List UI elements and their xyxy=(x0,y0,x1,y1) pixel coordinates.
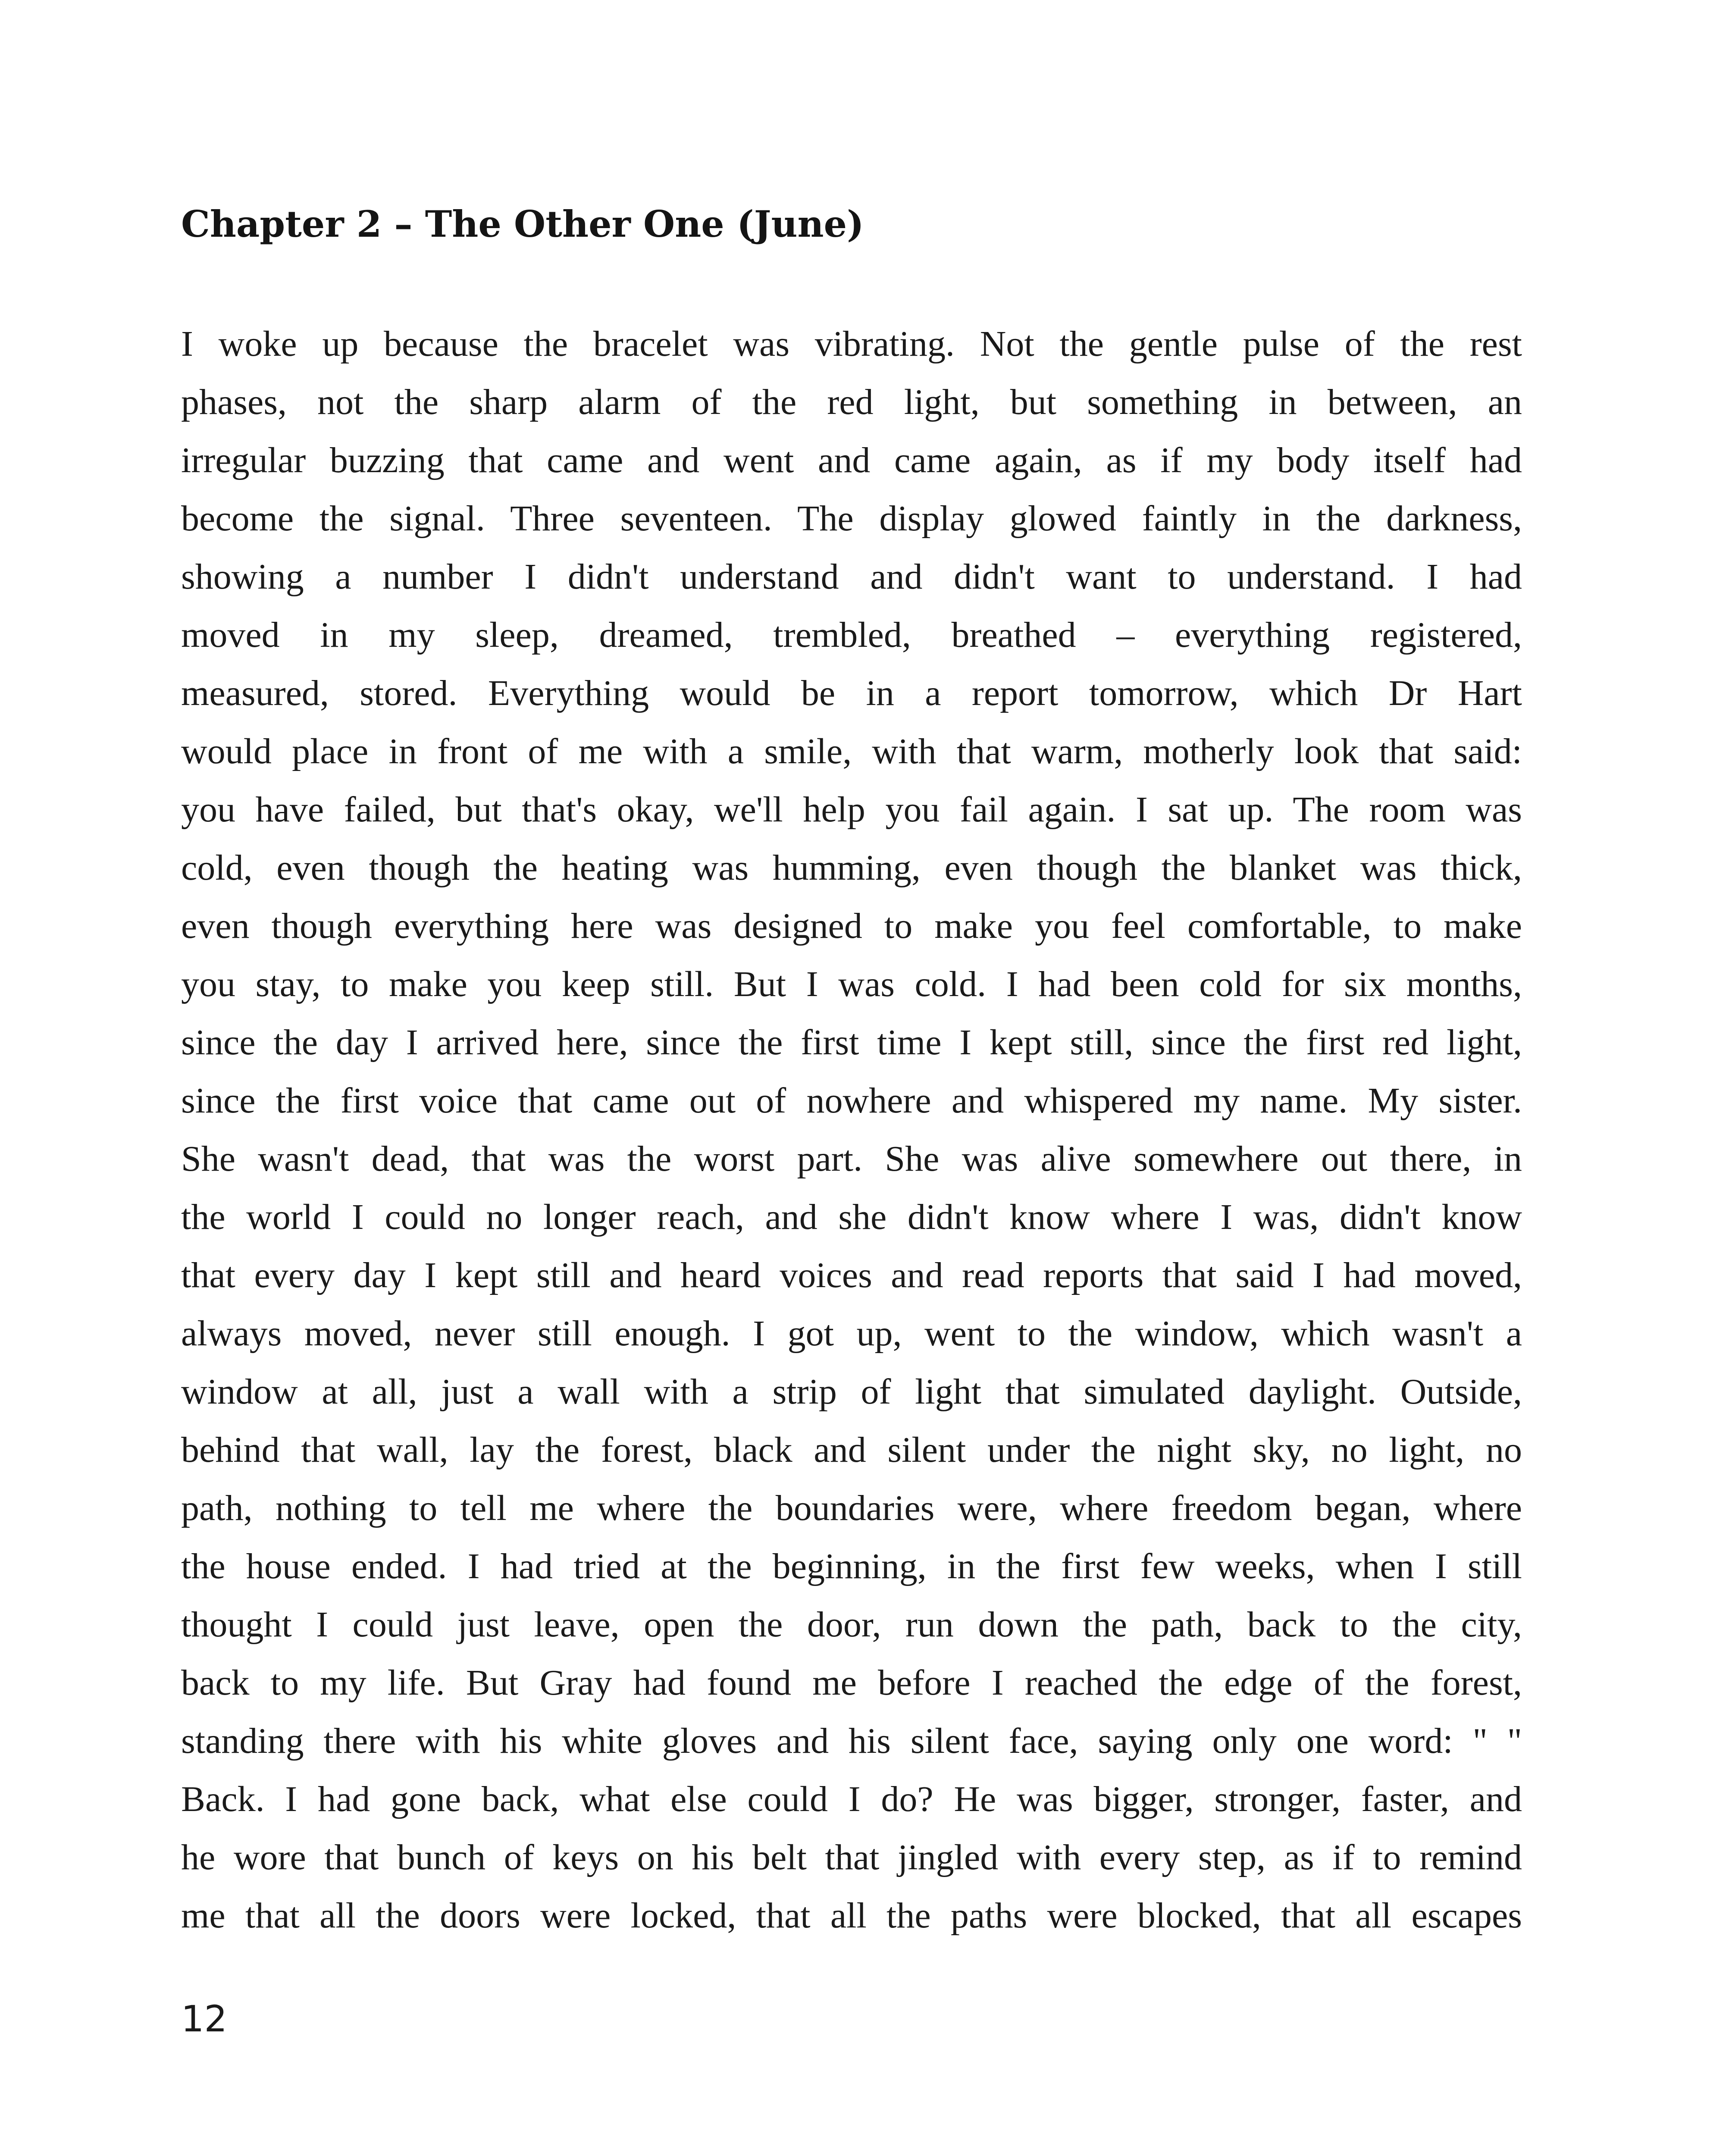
text-line: path, nothing to tell me where the boundaries were, where freedom began, where xyxy=(181,1488,1522,1528)
body-text xyxy=(181,315,1522,1945)
text-line: standing there with his white gloves and his silent face, saying only one word: " " xyxy=(181,1721,1522,1761)
text-line: since the day I arrived here, since the first time I kept still, since the first red light, xyxy=(181,1022,1522,1062)
text-line: window at all, just a wall with a strip of light that simulated daylight. Outside, xyxy=(181,1372,1522,1412)
text-line: irregular buzzing that came and went and came again, as if my body itself had xyxy=(181,440,1522,480)
chapter-title: Chapter 2 – The Other One (June) xyxy=(181,203,864,245)
text-line: would place in front of me with a smile, with that warm, motherly look that said: xyxy=(181,731,1522,771)
text-line: back to my life. But Gray had found me before I reached the edge of the forest, xyxy=(181,1663,1522,1703)
text-line: me that all the doors were locked, that all the paths were blocked, that all escapes xyxy=(181,1896,1522,1936)
text-line: the house ended. I had tried at the beginning, in the first few weeks, when I still xyxy=(181,1546,1522,1586)
text-line: I woke up because the bracelet was vibrating. Not the gentle pulse of the rest xyxy=(181,324,1522,364)
text-line: become the signal. Three seventeen. The display glowed faintly in the darkness, xyxy=(181,498,1522,539)
text-line: you have failed, but that's okay, we'll help you fail again. I sat up. The room was xyxy=(181,790,1522,830)
text-line: showing a number I didn't understand and didn't want to understand. I had xyxy=(181,557,1522,597)
text-line: measured, stored. Everything would be in a report tomorrow, which Dr Hart xyxy=(181,673,1522,713)
text-line: the world I could no longer reach, and she didn't know where I was, didn't know xyxy=(181,1197,1522,1237)
text-line: since the first voice that came out of nowhere and whispered my name. My sister. xyxy=(181,1081,1522,1121)
text-line: behind that wall, lay the forest, black and silent under the night sky, no light, no xyxy=(181,1430,1522,1470)
text-line: moved in my sleep, dreamed, trembled, breathed – everything registered, xyxy=(181,615,1522,655)
text-line: even though everything here was designed to make you feel comfortable, to make xyxy=(181,906,1522,946)
page-number: 12 xyxy=(181,1998,227,2040)
text-line: always moved, never still enough. I got up, went to the window, which wasn't a xyxy=(181,1313,1522,1354)
text-line: cold, even though the heating was humming, even though the blanket was thick, xyxy=(181,848,1522,888)
text-line: that every day I kept still and heard voices and read reports that said I had moved, xyxy=(181,1255,1522,1295)
text-line: phases, not the sharp alarm of the red light, but something in between, an xyxy=(181,382,1522,422)
text-line: She wasn't dead, that was the worst part. She was alive somewhere out there, in xyxy=(181,1139,1522,1179)
text-line: he wore that bunch of keys on his belt that jingled with every step, as if to remind xyxy=(181,1837,1522,1877)
text-line: you stay, to make you keep still. But I was cold. I had been cold for six months, xyxy=(181,964,1522,1004)
text-line: thought I could just leave, open the door, run down the path, back to the city, xyxy=(181,1604,1522,1645)
text-line: Back. I had gone back, what else could I do? He was bigger, stronger, faster, and xyxy=(181,1779,1522,1819)
